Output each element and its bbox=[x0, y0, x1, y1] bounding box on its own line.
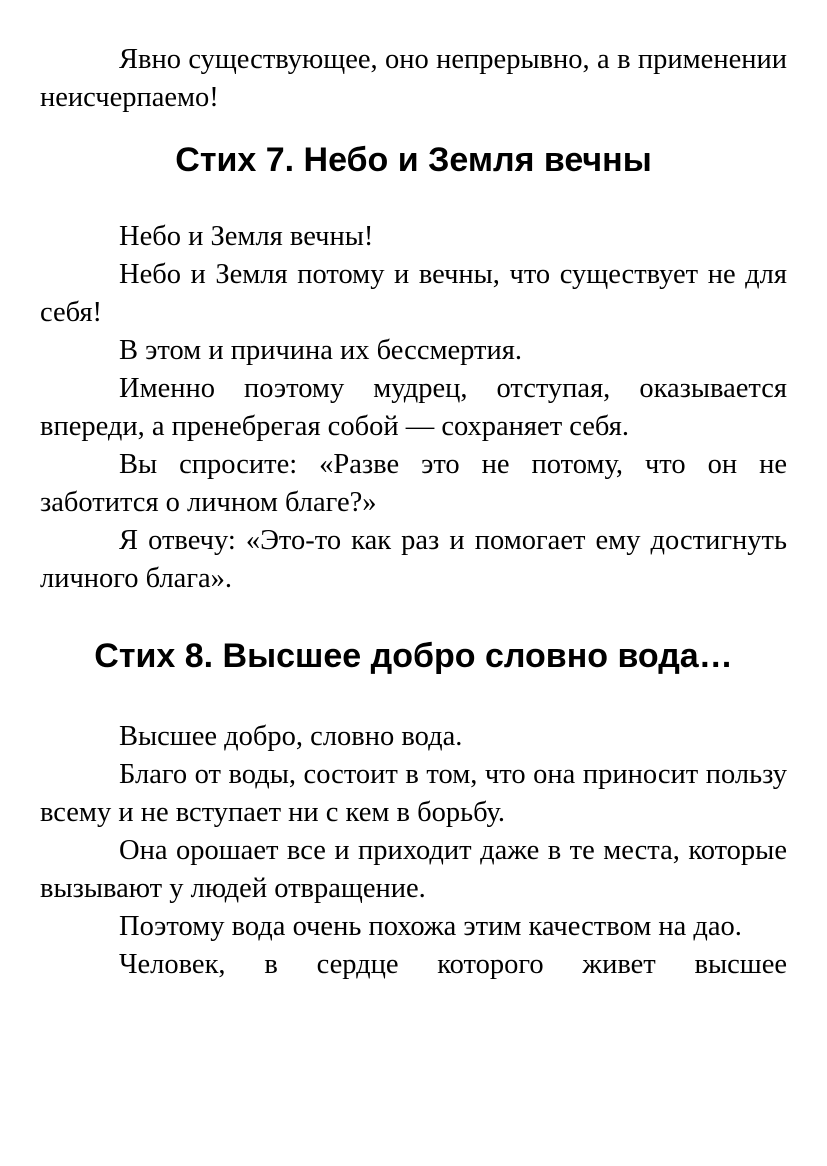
verse-8-paragraph-5: Человек, в сердце которого живет высшее bbox=[119, 949, 787, 980]
verse-8-paragraph-1: Высшее добро, словно вода. bbox=[119, 721, 463, 752]
verse-7-title: Стих 7. Небо и Земля вечны bbox=[175, 141, 652, 179]
verse-7-paragraph-5: Вы спросите: «Разве это не потому, что он не заботится о личном благе?» bbox=[40, 449, 787, 518]
verse-7-paragraph-4: Именно поэтому мудрец, отступая, оказывается впереди, а пренебрегая собой — сохраняет себя. bbox=[40, 373, 787, 442]
verse-7-paragraph-3: В этом и причина их бессмертия. bbox=[119, 335, 522, 366]
verse-7-paragraph-1: Небо и Земля вечны! bbox=[119, 221, 374, 252]
verse-8-paragraph-4: Поэтому вода очень похожа этим качеством на дао. bbox=[119, 911, 742, 942]
verse-8-title: Стих 8. Высшее добро словно вода… bbox=[94, 637, 733, 675]
verse-7-paragraph-2: Небо и Земля потому и вечны, что существует не для себя! bbox=[40, 259, 787, 328]
book-page bbox=[40, 41, 787, 984]
intro-paragraph: Явно существующее, оно непрерывно, а в применении неисчерпаемо! bbox=[40, 44, 787, 113]
verse-8-paragraph-3: Она орошает все и приходит даже в те места, которые вызывают у людей отвращение. bbox=[40, 835, 787, 904]
verse-7-paragraph-6: Я отвечу: «Это-то как раз и помогает ему достигнуть личного блага». bbox=[40, 525, 787, 594]
verse-8-paragraph-2: Благо от воды, состоит в том, что она приносит пользу всему и не вступает ни с кем в борьбу. bbox=[40, 759, 787, 828]
